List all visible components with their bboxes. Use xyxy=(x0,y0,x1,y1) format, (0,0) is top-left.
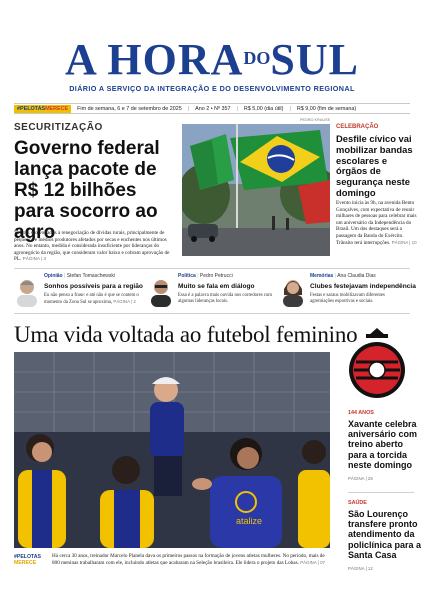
shirt-logo-text: atalize xyxy=(236,516,263,526)
side-story3-page: PÁGINA | 12 xyxy=(348,566,373,571)
price-weekday: R$ 5,00 (dia útil) xyxy=(243,105,284,112)
side-story2-kicker: 144 ANOS xyxy=(348,410,374,416)
side-story2-page: PÁGINA | 28 xyxy=(348,476,373,481)
column-body: Festas e saraus mobilizavam diferentes agremiações esportivas e sociais. xyxy=(310,293,385,304)
feature-caption: Há cerca 30 anos, treinador Marcelo Planela dava os primeiros passos na formação de jovens atletas mulheres. No período, mais de 800 meninas trabalharam com ele, incluindo atletas que acabaram na Seleção brasileira. Ele lidera o projeto das Lobas. PÁGINA | 07 xyxy=(52,553,326,566)
title-part-sul: SUL xyxy=(270,35,359,84)
column-meta: Política | Pedro Petrucci xyxy=(178,273,233,279)
columnist-avatar xyxy=(280,277,306,307)
column-headline: Muito se fala em diálogo xyxy=(178,283,255,290)
title-part-do: DO xyxy=(243,48,271,68)
flags-photo[interactable] xyxy=(182,124,330,256)
column-meta: Memórias | Ana Claudia Dias xyxy=(310,273,376,279)
club-crest-icon xyxy=(346,326,408,402)
edition-number: Ano 2 • Nº 357 xyxy=(195,105,231,112)
column-meta: Opinião | Stefan Tomaschewski xyxy=(44,273,115,279)
column-headline: Clubes festejavam independência xyxy=(310,283,416,290)
columnist-avatar xyxy=(148,277,174,307)
side-story1-text: Evento inicia às 9h, na avenida Bento Gonçalves, com expectativa de reunir milhares de pessoas para celebrar mais um aniversário da Independência do Brasil. Um dos destaques será a passagem da Banda do Exército. Trânsito terá interrupções. PÁGINA | 10 xyxy=(336,200,417,246)
side-story1-headline[interactable]: Desfile cívico vai mobilizar bandas escolares e órgãos de segurança neste domingo xyxy=(336,133,413,198)
column-opinion[interactable] xyxy=(14,273,144,311)
price-weekend: R$ 9,00 (fim de semana) xyxy=(296,105,357,112)
column-politics[interactable] xyxy=(148,273,278,311)
football-photo-illustration xyxy=(14,352,330,548)
newspaper-title[interactable] xyxy=(0,36,424,82)
column-memories[interactable] xyxy=(280,273,416,311)
football-photo[interactable] xyxy=(14,352,330,548)
photo-credit: PEDRO KRAUSE xyxy=(300,118,331,122)
side-story1-page: PÁGINA | 10 xyxy=(391,239,417,245)
title-part-a: A HORA xyxy=(65,35,244,84)
feature-headline[interactable]: Uma vida voltada ao futebol feminino xyxy=(14,322,358,347)
feature-caption-block xyxy=(14,552,330,572)
side-story3-kicker: SAÚDE xyxy=(348,500,367,506)
flags-photo-illustration xyxy=(182,124,330,256)
masthead xyxy=(0,0,424,96)
column-headline: Sonhos possíveis para a região xyxy=(44,283,143,290)
side-story1-kicker: CELEBRAÇÃO xyxy=(336,124,379,130)
main-story-kicker: SECURITIZAÇÃO xyxy=(14,122,103,133)
edition-info-bar: #PELOTASMERECE Fim de semana, 6 e 7 de setembro de 2025 | Ano 2 • Nº 357 | R$ 5,00 (dia útil) | R$ 9,00 (fim de semana) xyxy=(14,103,410,114)
main-headline[interactable]: Governo federal lança pacote de R$ 12 bilhões para socorro ao agro xyxy=(14,138,160,243)
pelotas-merece-logo: #PELOTAS MERECE xyxy=(14,554,41,566)
column-body: Essa é a palavra mais ouvida nos corredores com algumas lideranças locais. xyxy=(178,293,273,304)
columnists-row xyxy=(14,268,416,314)
edition-date: Fim de semana, 6 e 7 de setembro de 2025 xyxy=(77,105,182,112)
side-story2-headline[interactable]: Xavante celebra aniversário com treino aberto para a torcida neste domingo xyxy=(348,419,418,470)
side-story3-headline[interactable]: São Lourenço transfere pronto atendimento da policlínica para a Santa Casa xyxy=(348,509,422,560)
side-divider xyxy=(348,492,414,493)
columnist-avatar xyxy=(14,277,40,307)
pelotas-merece-badge: #PELOTASMERECE xyxy=(14,105,71,113)
column-body: Eu não penso a frase: e até não é que se contem o momento da Zona Sul se aproxima, PÁGINA | 2 xyxy=(44,293,139,305)
main-story-page: PÁGINA | 3 xyxy=(22,256,47,262)
tagline: DIÁRIO A SERVIÇO DA INTEGRAÇÃO E DO DESENVOLVIMENTO REGIONAL xyxy=(69,84,355,93)
main-lead: Valores são voltados à renegociação de dívidas rurais, principalmente de pequenos e médios produtores afetados por secas e enchentes nos últimos anos. No entanto, medida é considerada insuficiente por lideranças do agronegócio da região, que consideram valor baixo e cobram aprovação de PL. PÁGINA | 3 xyxy=(14,230,170,263)
